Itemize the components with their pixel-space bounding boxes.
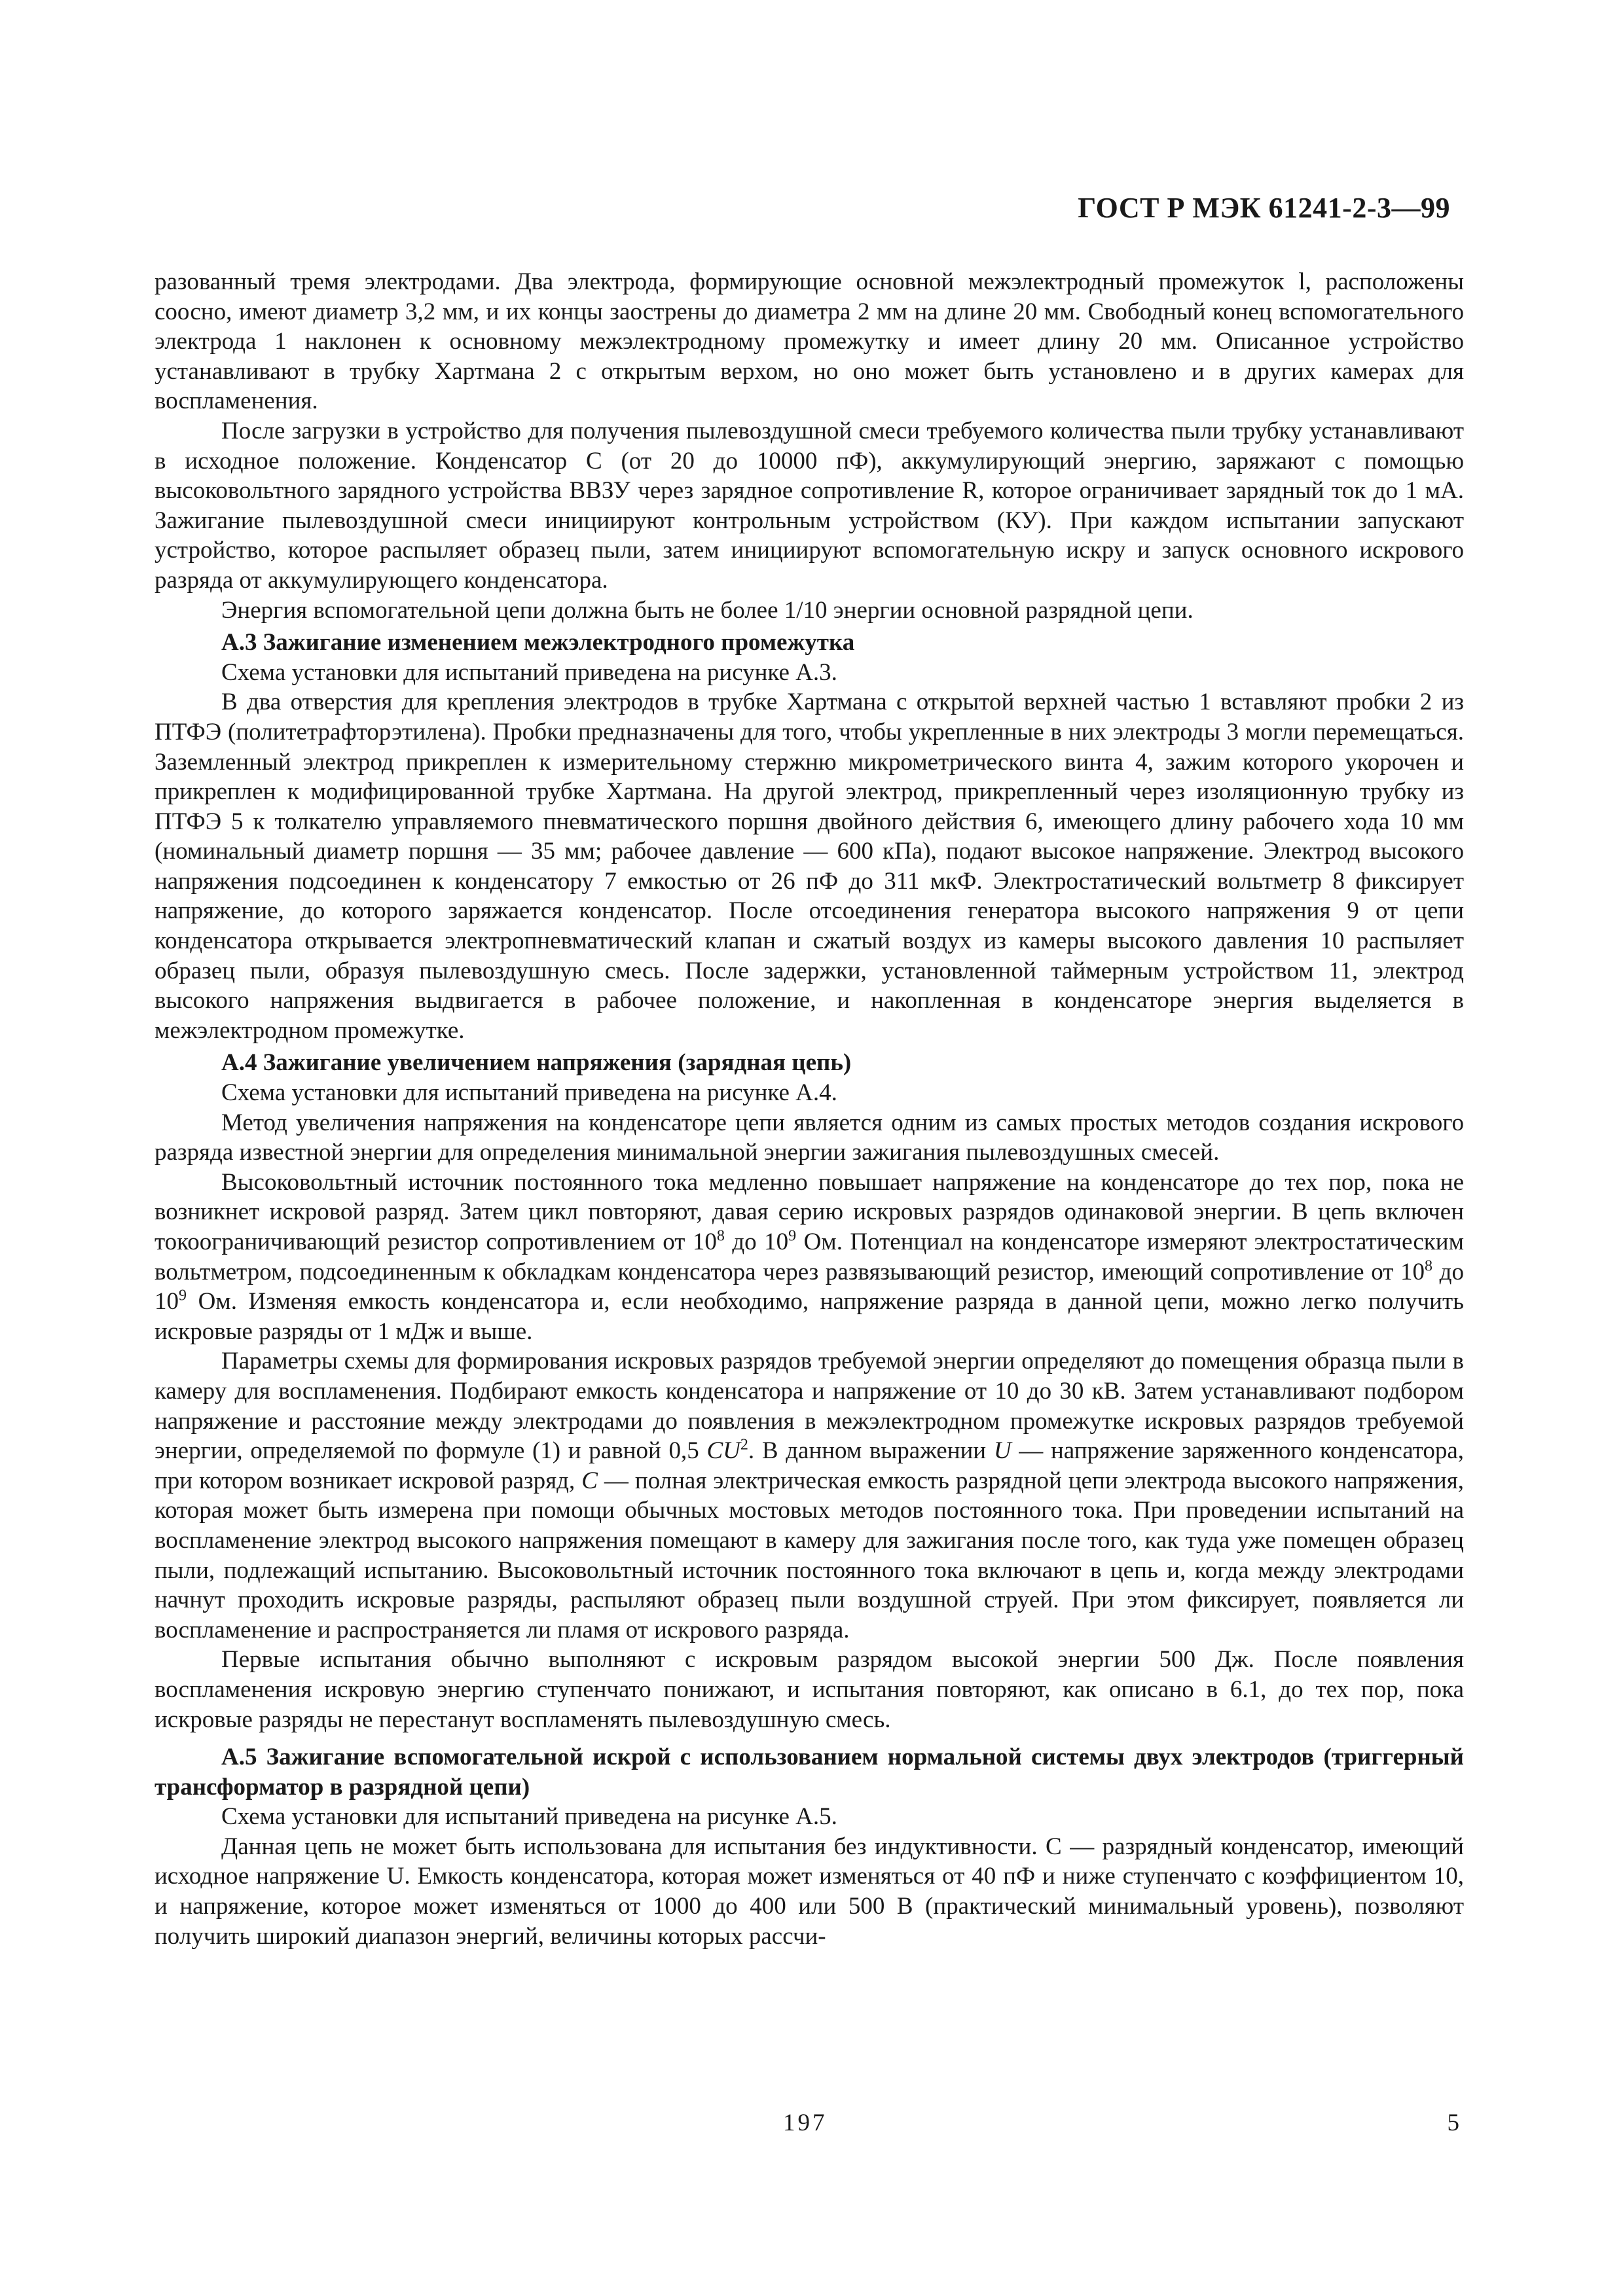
text-run: Ом. Потенциал на конденсаторе измеряют электростатическим вольтметром, подсоединенным к обкладкам конденсатора через развязывающий резистор, имеющий сопротивление от 10: [155, 1229, 1464, 1285]
exponent: 8: [716, 1227, 725, 1245]
formula-cu: CU: [706, 1437, 740, 1465]
exponent: 9: [179, 1287, 187, 1304]
paragraph: В два отверстия для крепления электродов в трубке Хартмана с открытой верхней частью 1 вставляют пробки 2 из ПТФЭ (политетрафторэтилена). Пробки предназначены для того, чтобы укрепленные в них электроды 3 могли перемещаться. Заземленный электрод прикреплен к измерительному стержню микрометрического винта 4, зажим которого укорочен и прикреплен к модифицированной трубке Хартмана. На другой электрод, прикрепленный через изоляционную трубку из ПТФЭ 5 к толкателю управляемого пневматического поршня двойного действия 6, имеющего длину рабочего хода 10 мм (номинальный диаметр поршня — 35 мм; рабочее давление — 600 кПа), подают высокое напряжение. Электрод высокого напряжения подсоединен к конденсатору 7 емкостью от 26 пФ до 311 мкФ. Электростатический вольтметр 8 фиксирует напряжение, до которого заряжается конденсатор. После отсоединения генератора высокого напряжения 9 от цепи конденсатора открывается электропневматический клапан и сжатый воздух из камеры высокого давления 10 распыляет образец пыли, образуя пылевоздушную смесь. После задержки, установленной таймерным устройством 11, электрод высокого напряжения выдвигается в рабочее положение, и накопленная в конденсаторе энергия выделяется в межэлектродном промежутке.: [155, 689, 1464, 1044]
paragraph: [155, 1346, 1464, 1645]
text-run: — напряжение заряженного конденсатора, при котором возникает искровой разряд,: [155, 1437, 1465, 1494]
paragraph: [155, 1168, 1464, 1347]
text-run: до 10: [155, 1258, 1465, 1316]
paragraph: Данная цепь не может быть использована для испытания без индуктивности. С — разрядный конденсатор, имеющий исходное напряжение U. Емкость конденсатора, которая может изменяться от 40 пФ и ниже ступенчато с коэффициентом 10, и напряжение, которое может изменяться от 1000 до 400 или 500 В (практический минимальный уровень), позволяют получить широкий диапазон энергий, величины которых рассчи-: [155, 1833, 1464, 1950]
text-run: Ом. Изменяя емкость конденсатора и, если необходимо, напряжение разряда в данной цепи, можно легко получить искровые разряды от 1 мДж и выше.: [155, 1288, 1464, 1345]
text-run: — полная электрическая емкость разрядной цепи электрода высокого напряжения, которая может быть измерена при помощи обычных мостовых методов постоянного тока. При проведении испытаний на воспламенение электрод высокого напряжения помещают в камеру для зажигания после того, как туда уже помещен образец пыли, подлежащий испытанию. Высоковольтный источник постоянного тока включают в цепь и, когда между электродами начнут проходить искровые разряды, распыляют образец пыли воздушной струей. При этом фиксирует, появляется ли воспламенение и распространяется ли пламя от искрового разряда.: [155, 1467, 1464, 1643]
text-run: . В данном выражении: [748, 1437, 994, 1465]
text-run: Параметры схемы для формирования искровых разрядов требуемой энергии определяют до помещения образца пыли в камеру для воспламенения. Подбирают емкость конденсатора и напряжение от 10 до 30 кВ. Затем устанавливают подбором напряжение и расстояние между электродами до появления в межэлектродном промежутке искровых разрядов требуемой энергии, определяемой по формуле (1) и равной 0,5: [155, 1348, 1464, 1465]
paragraph: Схема установки для испытаний приведена на рисунке А.4.: [221, 1079, 837, 1107]
symbol-u: U: [993, 1437, 1012, 1465]
text-run: до 10: [724, 1229, 789, 1255]
section-heading-a3: А.3 Зажигание изменением межэлектродного промежутка: [221, 629, 855, 656]
paragraph: После загрузки в устройство для получения пылевоздушной смеси требуемого количества пыли трубку устанавливают в исходное положение. Конденсатор С (от 20 до 10000 пФ), аккумулирующий энергию, заряжают с помощью высоковольтного зарядного устройства ВВЗУ через зарядное сопротивление R, которое ограничивает зарядный ток до 1 мА. Зажигание пылевоздушной смеси инициируют контрольным устройством (КУ). При каждом испытании запускают устройство, которое распыляет образец пыли, затем инициируют вспомогательную искру и запуск основного искрового разряда от аккумулирующего конденсатора.: [155, 417, 1464, 594]
sheet-number: 5: [1447, 2109, 1459, 2136]
exponent: 9: [788, 1227, 797, 1245]
exponent: 8: [1425, 1257, 1433, 1275]
exponent: 2: [740, 1436, 748, 1454]
paragraph: Энергия вспомогательной цепи должна быть не более 1/10 энергии основной разрядной цепи.: [221, 596, 1194, 624]
paragraph: Схема установки для испытаний приведена на рисунке А.5.: [221, 1803, 837, 1831]
page-number: 197: [783, 2109, 828, 2136]
paragraph: разованный тремя электродами. Два электрода, формирующие основной межэлектродный промежуток l, расположены соосно, имеют диаметр 3,2 мм, и их концы заострены до диаметра 2 мм на длине 20 мм. Свободный конец вспомогательного электрода 1 наклонен к основному межэлектродному промежутку и имеет длину 20 мм. Описанное устройство устанавливают в трубку Хартмана 2 с открытым верхом, но оно может быть установлено и в других камерах для воспламенения.: [155, 268, 1464, 415]
section-heading-a4: А.4 Зажигание увеличением напряжения (зарядная цепь): [221, 1049, 852, 1077]
paragraph: Первые испытания обычно выполняют с искровым разрядом высокой энергии 500 Дж. После появления воспламенения искровую энергию ступенчато понижают, и испытания повторяют, как описано в 6.1, до тех пор, пока искровые разряды не перестанут воспламенять пылевоздушную смесь.: [155, 1646, 1464, 1733]
document-header: ГОСТ Р МЭК 61241-2-3—99: [1078, 192, 1450, 224]
paragraph: Метод увеличения напряжения на конденсаторе цепи является одним из самых простых методов создания искрового разряда известной энергии для определения минимальной энергии зажигания пылевоздушных смесей.: [155, 1109, 1464, 1166]
paragraph: Схема установки для испытаний приведена на рисунке А.3.: [221, 658, 837, 686]
document-body: [155, 267, 1464, 1951]
section-heading-a5: А.5 Зажигание вспомогательной искрой с использованием нормальной системы двух электродов (триггерный трансформатор в разрядной цепи): [155, 1744, 1464, 1801]
symbol-c: C: [581, 1467, 598, 1494]
text-run: Высоковольтный источник постоянного тока медленно повышает напряжение на конденсаторе до тех пор, пока не возникнет искровой разряд. Затем цикл повторяют, давая серию искровых разрядов одинаковой энергии. В цепь включен токоограничивающий резистор сопротивлением от 10: [155, 1168, 1464, 1255]
